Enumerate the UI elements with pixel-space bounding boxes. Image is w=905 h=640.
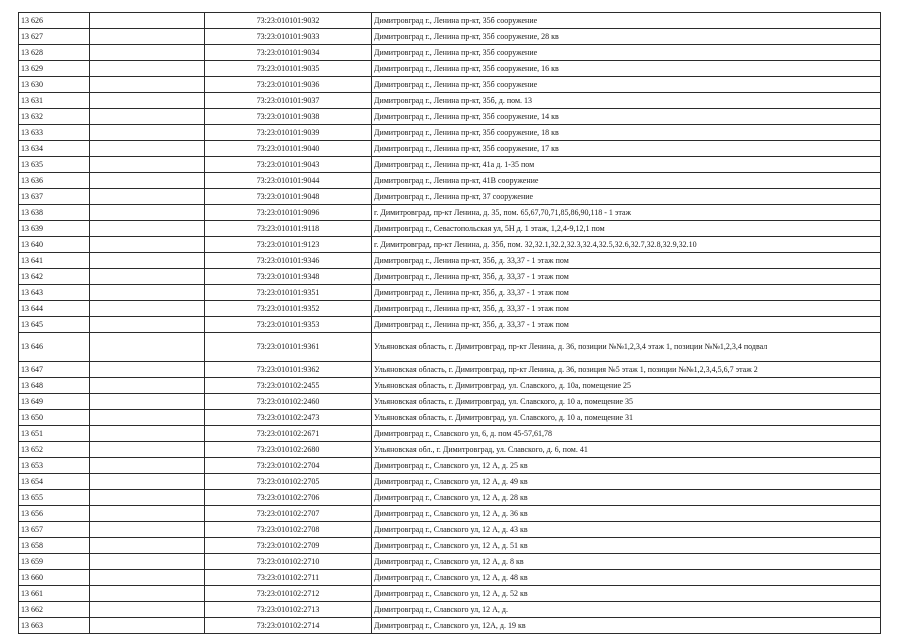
address-cell: Димитровград г., Славского ул, 12 А, д. 25 кв [372, 458, 881, 474]
cadastral-number-cell: 73:23:010101:9033 [205, 29, 372, 45]
registry-table [18, 12, 881, 634]
empty-cell [90, 506, 205, 522]
address-cell: Ульяновская область, г. Димитровград, ул. Славского, д. 10 а, помещение 35 [372, 394, 881, 410]
row-number-cell: 13 662 [19, 602, 90, 618]
row-number-cell: 13 647 [19, 362, 90, 378]
table-row [19, 77, 881, 93]
cadastral-number-cell: 73:23:010101:9043 [205, 157, 372, 173]
table-row [19, 221, 881, 237]
empty-cell [90, 141, 205, 157]
row-number-cell: 13 657 [19, 522, 90, 538]
row-number-cell: 13 661 [19, 586, 90, 602]
table-row [19, 109, 881, 125]
table-row [19, 522, 881, 538]
table-row [19, 506, 881, 522]
address-cell: Димитровград г., Славского ул, 12 А, д. 51 кв [372, 538, 881, 554]
row-number-cell: 13 634 [19, 141, 90, 157]
table-row [19, 554, 881, 570]
table-row [19, 490, 881, 506]
row-number-cell: 13 635 [19, 157, 90, 173]
cadastral-number-cell: 73:23:010101:9353 [205, 317, 372, 333]
table-row [19, 253, 881, 269]
cadastral-number-cell: 73:23:010102:2713 [205, 602, 372, 618]
address-cell: Ульяновская область, г. Димитровград, пр-кт Ленина, д. 36, позиция №5 этаж 1, позиции №№1,2,3,4,5,6,7 этаж 2 [372, 362, 881, 378]
table-row [19, 13, 881, 29]
empty-cell [90, 221, 205, 237]
row-number-cell: 13 659 [19, 554, 90, 570]
address-cell: Димитровград г., Ленина пр-кт, 35б сооружение [372, 77, 881, 93]
table-row [19, 317, 881, 333]
address-cell: г. Димитровград, пр-кт Ленина, д. 35, пом. 65,67,70,71,85,86,90,118 - 1 этаж [372, 205, 881, 221]
address-cell: Димитровград г., Севастопольская ул, 5Н д. 1 этаж, 1,2,4-9,12,1 пом [372, 221, 881, 237]
empty-cell [90, 474, 205, 490]
row-number-cell: 13 641 [19, 253, 90, 269]
address-cell: Димитровград г., Славского ул, 12 А, д. 36 кв [372, 506, 881, 522]
cadastral-number-cell: 73:23:010102:2710 [205, 554, 372, 570]
table-row [19, 474, 881, 490]
cadastral-number-cell: 73:23:010102:2714 [205, 618, 372, 634]
empty-cell [90, 554, 205, 570]
table-row [19, 602, 881, 618]
address-cell: Димитровград г., Ленина пр-кт, 37 сооружение [372, 189, 881, 205]
empty-cell [90, 602, 205, 618]
row-number-cell: 13 642 [19, 269, 90, 285]
address-cell: Димитровград г., Славского ул, 12 А, д. 43 кв [372, 522, 881, 538]
address-cell: Ульяновская область, г. Димитровград, пр-кт Ленина, д. 36, позиции №№1,2,3,4 этаж 1, позиции №№1,2,3,4 подвал [372, 333, 881, 362]
address-cell: Димитровград г., Ленина пр-кт, 35б сооружение [372, 13, 881, 29]
row-number-cell: 13 653 [19, 458, 90, 474]
address-cell: Ульяновская область, г. Димитровград, ул. Славского, д. 10 а, помещение 31 [372, 410, 881, 426]
address-cell: Димитровград г., Ленина пр-кт, 35б сооружение, 17 кв [372, 141, 881, 157]
row-number-cell: 13 660 [19, 570, 90, 586]
table-row [19, 586, 881, 602]
address-cell: Димитровград г., Славского ул, 12 А, д. 8 кв [372, 554, 881, 570]
empty-cell [90, 317, 205, 333]
empty-cell [90, 237, 205, 253]
cadastral-number-cell: 73:23:010102:2707 [205, 506, 372, 522]
row-number-cell: 13 649 [19, 394, 90, 410]
empty-cell [90, 285, 205, 301]
empty-cell [90, 426, 205, 442]
cadastral-number-cell: 73:23:010101:9044 [205, 173, 372, 189]
table-row [19, 237, 881, 253]
table-row [19, 125, 881, 141]
row-number-cell: 13 640 [19, 237, 90, 253]
row-number-cell: 13 651 [19, 426, 90, 442]
cadastral-number-cell: 73:23:010102:2704 [205, 458, 372, 474]
cadastral-number-cell: 73:23:010101:9361 [205, 333, 372, 362]
empty-cell [90, 13, 205, 29]
address-cell: Димитровград г., Славского ул, 12 А, д. 49 кв [372, 474, 881, 490]
table-row [19, 426, 881, 442]
row-number-cell: 13 658 [19, 538, 90, 554]
table-row [19, 173, 881, 189]
empty-cell [90, 410, 205, 426]
address-cell: Ульяновская область, г. Димитровград, ул. Славского, д. 10а, помещение 25 [372, 378, 881, 394]
empty-cell [90, 378, 205, 394]
cadastral-number-cell: 73:23:010101:9035 [205, 61, 372, 77]
row-number-cell: 13 648 [19, 378, 90, 394]
empty-cell [90, 301, 205, 317]
empty-cell [90, 109, 205, 125]
row-number-cell: 13 650 [19, 410, 90, 426]
address-cell: Димитровград г., Ленина пр-кт, 41а д. 1-35 пом [372, 157, 881, 173]
registry-sheet [18, 12, 881, 634]
cadastral-number-cell: 73:23:010102:2705 [205, 474, 372, 490]
address-cell: Димитровград г., Ленина пр-кт, 35б сооружение [372, 45, 881, 61]
table-row [19, 45, 881, 61]
empty-cell [90, 538, 205, 554]
address-cell: Димитровград г., Ленина пр-кт, 35б, д. 33,37 - 1 этаж пом [372, 317, 881, 333]
cadastral-number-cell: 73:23:010102:2671 [205, 426, 372, 442]
empty-cell [90, 189, 205, 205]
address-cell: Димитровград г., Славского ул, 12А, д. 19 кв [372, 618, 881, 634]
table-row [19, 141, 881, 157]
empty-cell [90, 586, 205, 602]
empty-cell [90, 394, 205, 410]
row-number-cell: 13 663 [19, 618, 90, 634]
table-row [19, 157, 881, 173]
cadastral-number-cell: 73:23:010101:9352 [205, 301, 372, 317]
address-cell: Димитровград г., Ленина пр-кт, 35б, д. 33,37 - 1 этаж пом [372, 269, 881, 285]
table-row [19, 205, 881, 221]
address-cell: Димитровград г., Ленина пр-кт, 35б, д. 33,37 - 1 этаж пом [372, 285, 881, 301]
row-number-cell: 13 645 [19, 317, 90, 333]
address-cell: Димитровград г., Славского ул, 12 А, д. 48 кв [372, 570, 881, 586]
table-row [19, 285, 881, 301]
address-cell: Димитровград г., Ленина пр-кт, 35б, д. пом. 13 [372, 93, 881, 109]
empty-cell [90, 618, 205, 634]
cadastral-number-cell: 73:23:010102:2706 [205, 490, 372, 506]
table-row [19, 61, 881, 77]
row-number-cell: 13 656 [19, 506, 90, 522]
empty-cell [90, 125, 205, 141]
empty-cell [90, 173, 205, 189]
cadastral-number-cell: 73:23:010101:9038 [205, 109, 372, 125]
row-number-cell: 13 638 [19, 205, 90, 221]
empty-cell [90, 570, 205, 586]
empty-cell [90, 522, 205, 538]
cadastral-number-cell: 73:23:010102:2711 [205, 570, 372, 586]
cadastral-number-cell: 73:23:010101:9036 [205, 77, 372, 93]
address-cell: Ульяновская обл., г. Димитровград, ул. Славского, д. 6, пом. 41 [372, 442, 881, 458]
empty-cell [90, 77, 205, 93]
cadastral-number-cell: 73:23:010101:9032 [205, 13, 372, 29]
empty-cell [90, 93, 205, 109]
row-number-cell: 13 644 [19, 301, 90, 317]
row-number-cell: 13 633 [19, 125, 90, 141]
cadastral-number-cell: 73:23:010101:9039 [205, 125, 372, 141]
cadastral-number-cell: 73:23:010101:9362 [205, 362, 372, 378]
row-number-cell: 13 632 [19, 109, 90, 125]
row-number-cell: 13 629 [19, 61, 90, 77]
cadastral-number-cell: 73:23:010102:2455 [205, 378, 372, 394]
table-row [19, 378, 881, 394]
cadastral-number-cell: 73:23:010101:9037 [205, 93, 372, 109]
cadastral-number-cell: 73:23:010101:9048 [205, 189, 372, 205]
table-row [19, 362, 881, 378]
row-number-cell: 13 654 [19, 474, 90, 490]
table-row [19, 442, 881, 458]
cadastral-number-cell: 73:23:010102:2712 [205, 586, 372, 602]
cadastral-number-cell: 73:23:010102:2460 [205, 394, 372, 410]
cadastral-number-cell: 73:23:010101:9346 [205, 253, 372, 269]
row-number-cell: 13 627 [19, 29, 90, 45]
row-number-cell: 13 626 [19, 13, 90, 29]
empty-cell [90, 61, 205, 77]
table-row [19, 410, 881, 426]
row-number-cell: 13 630 [19, 77, 90, 93]
empty-cell [90, 269, 205, 285]
address-cell: Димитровград г., Ленина пр-кт, 35б, д. 33,37 - 1 этаж пом [372, 253, 881, 269]
address-cell: Димитровград г., Славского ул, 12 А, д. [372, 602, 881, 618]
row-number-cell: 13 655 [19, 490, 90, 506]
registry-table-body [19, 13, 881, 634]
cadastral-number-cell: 73:23:010101:9118 [205, 221, 372, 237]
address-cell: Димитровград г., Ленина пр-кт, 35б сооружение, 14 кв [372, 109, 881, 125]
address-cell: Димитровград г., Славского ул, 6, д. пом 45-57,61,78 [372, 426, 881, 442]
address-cell: Димитровград г., Ленина пр-кт, 35б сооружение, 28 кв [372, 29, 881, 45]
row-number-cell: 13 631 [19, 93, 90, 109]
table-row [19, 458, 881, 474]
address-cell: Димитровград г., Ленина пр-кт, 35б сооружение, 18 кв [372, 125, 881, 141]
empty-cell [90, 29, 205, 45]
row-number-cell: 13 652 [19, 442, 90, 458]
table-row [19, 29, 881, 45]
row-number-cell: 13 643 [19, 285, 90, 301]
empty-cell [90, 333, 205, 362]
row-number-cell: 13 637 [19, 189, 90, 205]
table-row [19, 189, 881, 205]
table-row [19, 538, 881, 554]
table-row [19, 333, 881, 362]
address-cell: Димитровград г., Славского ул, 12 А, д. 52 кв [372, 586, 881, 602]
cadastral-number-cell: 73:23:010102:2708 [205, 522, 372, 538]
row-number-cell: 13 628 [19, 45, 90, 61]
empty-cell [90, 45, 205, 61]
row-number-cell: 13 636 [19, 173, 90, 189]
address-cell: г. Димитровград, пр-кт Ленина, д. 35б, пом. 32,32.1,32.2,32.3,32.4,32.5,32.6,32.7,32.8,32.9,32.10 [372, 237, 881, 253]
empty-cell [90, 490, 205, 506]
table-row [19, 570, 881, 586]
table-row [19, 618, 881, 634]
table-row [19, 301, 881, 317]
cadastral-number-cell: 73:23:010101:9348 [205, 269, 372, 285]
cadastral-number-cell: 73:23:010101:9123 [205, 237, 372, 253]
cadastral-number-cell: 73:23:010102:2680 [205, 442, 372, 458]
row-number-cell: 13 646 [19, 333, 90, 362]
cadastral-number-cell: 73:23:010101:9040 [205, 141, 372, 157]
empty-cell [90, 458, 205, 474]
table-row [19, 394, 881, 410]
empty-cell [90, 157, 205, 173]
cadastral-number-cell: 73:23:010101:9034 [205, 45, 372, 61]
address-cell: Димитровград г., Ленина пр-кт, 41В сооружение [372, 173, 881, 189]
address-cell: Димитровград г., Ленина пр-кт, 35б сооружение, 16 кв [372, 61, 881, 77]
cadastral-number-cell: 73:23:010101:9096 [205, 205, 372, 221]
cadastral-number-cell: 73:23:010102:2709 [205, 538, 372, 554]
table-row [19, 269, 881, 285]
empty-cell [90, 442, 205, 458]
empty-cell [90, 362, 205, 378]
empty-cell [90, 205, 205, 221]
row-number-cell: 13 639 [19, 221, 90, 237]
address-cell: Димитровград г., Славского ул, 12 А, д. 28 кв [372, 490, 881, 506]
table-row [19, 93, 881, 109]
cadastral-number-cell: 73:23:010101:9351 [205, 285, 372, 301]
cadastral-number-cell: 73:23:010102:2473 [205, 410, 372, 426]
empty-cell [90, 253, 205, 269]
address-cell: Димитровград г., Ленина пр-кт, 35б, д. 33,37 - 1 этаж пом [372, 301, 881, 317]
